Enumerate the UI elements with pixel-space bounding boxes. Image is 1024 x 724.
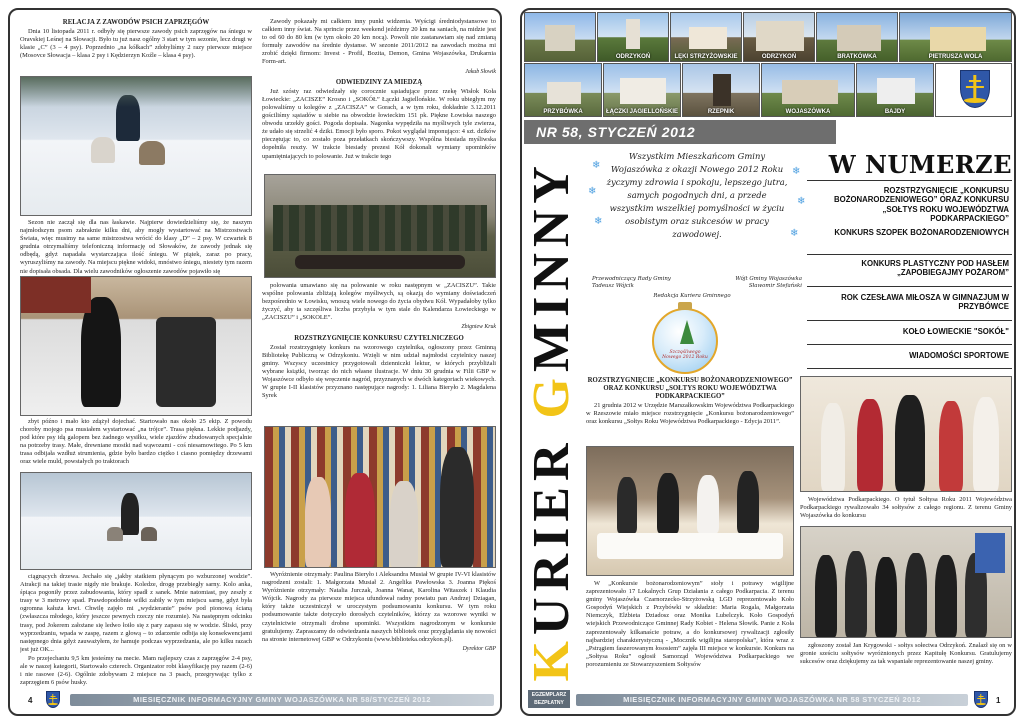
article-text: Dnia 10 listopada 2011 r. odbyły się pierwsze zawody psich zaprzęgów na śniegu w Oravskiej Leśnej na Słowacji. Było tu już nasz ogólny 3 start w tym sezonie, lecz drugi w klasie „C” (3 – 4 psy). Poprzednio „na kółkach” zdobyliśmy 2 razy pierwsze miejsce (Mosovce Słowacja – klasa 2 psy i Kędzierzyn Koźle – klasa 4 psy). <box>20 28 252 60</box>
left-column-2 <box>262 18 496 170</box>
article-text: Wyróżnienie otrzymały: Paulina Bieryło i Aleksandra Musiał W grupie IV-VI klasistów nagrodzeni zostali: 1. Małgorzata Musiał 2. Angelika Pawłowska 3. Joanna Piękoś Wyróżnienie otrzymały: Natalia Jurczak, Joanna Wanat, Karolina Witaszek i Klaudia Wójcik. Nagrody za pierwsze miejsca ufundował radny powiatu pan Andrzej Dziagan, który także uczestniczył w uroczystym podsumowaniu konkursu. W tym roku podsumowanie także dotyczyło dorosłych czytelników, którzy za wzorowe wyniki w czytelnictwie otrzymali drobne upominki. Wszystkim nagrodzonym w konkursie gratulujemy. Zapraszamy do odwiedzania naszych bibliotek oraz przyglądania się nowości na stronie internetowej GBP w Odrzykoniu (www.biblioteka.odrzykon.pl). <box>262 571 496 643</box>
village-photo-9: WOJASZÓWKA <box>761 63 855 117</box>
free-copy-badge: EGZEMPLARZ BEZPŁATNY <box>528 690 570 708</box>
article-text: ciągnących drzewa. Jechało się „jakby statkiem płynącym po wzburzonej wodzie”. Atrakcji na takiej trasie nigdy nie brakuje. Koledze, drogę przebiegły sarny. Kolo anka, śpiąca pogoniły przez zabudowania, który spadł z sanek. Mnie natomiast, psy zeszły z trasy w 3 metrowy spad. Prawdopodobnie wilki zabiły w tym miejscu sarnę, gdyż była ogromna kałuża krwi. Chwilę zajęło mi „wydzieranie” psów pod pionową ścianą (zwłaszcza młodego, który jeszcze pewnych rzeczy nie rozumie). Na następnym odcinku trasy, pod Jokerem założane się ledwo łoiło się z pary zapasu się w wodzie. Śliski, przy wyprzedzaniu, wpada w zaspę, razem z głową – to zdarzenie odbija się konsekwencjami następnego dnia gdyż zauważyłem, że hamuje podczas wyprzedzania, ale po kilku razach jest już OK... <box>20 573 252 653</box>
article-heading-dogsled: RELACJA Z ZAWODÓW PSICH ZAPRZĘGÓW <box>62 19 210 26</box>
village-photo-6: PRZYBÓWKA <box>524 63 602 117</box>
toc-title: W NUMERZE <box>828 150 1012 179</box>
article-text: W „Konkursie bożonarodzeniowym” stoły i potrawy wigilijne zaprezentowało 17 Lokalnych Grup Działania z całego Podkarpacia. Z terenu gminy Wojaszówka Czarnorzecko-Strzyżowską LGD reprezentowało Koło Gospodyń Wiejskich z Przybówki w składzie: Maria Rogala, Małgorzata Niemczyk, Elżbieta Dziadosz oraz Monika Lubelczyk. Koło Gospodyń wiejskich Przewodniczące Gminnej Rady Kobiet - Helena Słowik. Panie z Koła zaprezentowały kilkanaście potraw, a do konkursowej rywalizacji zgłosiły najbardziej charakterystyczną - „Mocznik wigilijna staropolska”, która wraz z „Pstrągiem faszerowanym łososiem” zajęła III miejsce w konkursie. Konkurs na „Sołtysa Roku” ogłosił Samorząd Województwa Podkarpackiego we porozumieniu ze Stowarzyszeniem Sołtysów <box>586 580 794 668</box>
article-text: polowania umawiano się na polowanie w roku następnym w „ZACISZU”. Takie wspólne polowania zbliżają kolegów myśliwych, są okazją do wymiany doświadczeń bezpośrednio w Łowisku, wnoszą wiele nowego do życia obydwu Kół. Wypadałoby tylko życzyć, aby ta szczęśliwa liczba przybyła w tym stale do Kalendarza Łowieckiego w „ZACISZU” i „SOKOLE”. <box>262 282 496 322</box>
article-text: Po przejechaniu 9,5 km jesteśmy na mecie. Mam najlepszy czas z zaprzęgów 2-4 psy, ale w naszej kategorii, Startowało czterech. Organizator robi klasyfikację psy razem (2-6) i nie rasowe (2-6). Ogólnie zdobywam 2 miejsce na 3 psach, przegrywając tylko z zaprzęgiem 6 psów husky. <box>20 654 252 687</box>
issue-number: NR 58, STYCZEŃ 2012 <box>536 124 696 140</box>
photo-library-children <box>264 426 496 568</box>
article-text: Został rozstrzygnięty konkurs na wzorowego czytelnika, ogłoszony przez Gminną Bibliotekę Publiczną w Odrzykoniu. Wzięli w nim udział najmłodsi czytelnicy naszej gminy. Wszyscy uczestnicy przygotowali dzienniczki lektur, w których przybliżali wybrane książki, tworząc do nich własne ilustracje. W dniu 30 grudnia w Filii GBP w Wojaszówce odbyło się wręczenie nagród, przyznanych w dwóch kategoriach wiekowych. W grupie I-II klasistów przyznano następujące nagrody: 1. Liliana Bieryło 2. Magdalena Syrek <box>262 343 496 400</box>
photo-dogsled-3 <box>20 472 252 570</box>
article-text: Sezon nie zaczął się dla nas łaskawie. Najpierw dowiedzieliśmy się, że naszym najmłodszym psom zabraknie kilku dni, aby mogły wystartować na Mistrzostwach Świata, więc musimy na same mistrzostwa wrócić do klasy „D” – 2 psy. W czwartek 8 grudnia otrzymaliśmy telefoniczną informację od Słowaków, że zawody jednak się odbędą, gdyż napadała wystarczająca ilość śniegu. W piątek, zaraz po pracy, wyruszyliśmy na zawody. Na miejscu piękne widoki, mnóstwo śniegu, niestety tym razem nie dopisała obsada. Dla wielu zawodników ogłoszenie zawodów pojawiło się <box>20 219 252 275</box>
editorial-signature: Redakcja Kuriera Gminnego <box>653 293 731 299</box>
toc-item-6[interactable]: WIADOMOŚCI SPORTOWE <box>909 351 1009 360</box>
divider <box>807 320 1012 321</box>
photo-women-folk <box>800 376 1012 492</box>
footer-text: MIESIĘCZNIK INFORMACYJNY GMINY WOJASZÓWKA NR 58 STYCZEŃ 2012 <box>623 695 921 704</box>
snowflake-icon: ❄ <box>797 196 806 207</box>
author-signature: Dyrektor GBP <box>462 645 496 652</box>
left-column-1 <box>20 16 252 84</box>
photo-hunters-group <box>264 174 496 278</box>
village-photo-3: ODRZYKOŃ <box>743 12 815 62</box>
snowflake-icon: ❄ <box>588 186 597 197</box>
left-column-1c <box>20 418 252 474</box>
left-page <box>8 8 502 716</box>
signer-2: Wójt Gminy Wojaszówka Sławomir Stefański <box>735 276 802 289</box>
article-heading-reading-contest: ROZSTRZYGNIĘCIE KONKURSU CZYTELNICZEGO <box>294 334 464 342</box>
article-column-1 <box>586 374 794 444</box>
toc-item-5[interactable]: KOŁO ŁOWIECKIE "SOKÓŁ" <box>902 327 1009 336</box>
new-year-wishes: Wszystkim Mieszkańcom Gminy Wojaszówka z okazji Nowego 2012 Roku życzymy zdrowia i spokoju, lepszego jutra, samych pogodnych dni, a przede wszystkim wszelkiej pomyślności w życiu osobistym oraz sukcesów w pracy zawodowej. <box>606 151 788 239</box>
coat-of-arms-icon <box>974 691 988 708</box>
divider <box>807 344 1012 345</box>
divider <box>807 368 1012 369</box>
divider <box>807 180 1012 181</box>
toc-item-2[interactable]: KONKURS SZOPEK BOŻONARODZENIOWYCH <box>834 228 1009 237</box>
crest-box <box>935 63 1012 117</box>
article-text: Już szósty raz odwiedzały się corocznie sąsiadujące przez rzekę Wisłok Koła Łowieckie: „ZACISZE” Krosno i „SOKÓŁ” Łączki Jagiellońskie. W roku ubiegłym my polowaliśmy u kolegów z „ZACISZA” w Gorach, a w tym roku, dokładnie 3.12.2011 gościliśmy sąsiadów u siebie na obwodzie łowieckim 151 pk. Piękne Łowiska naszego obwodu urzekły gości. Pogoda dopisała. Nagonka wypędziła na myśliwych tyle zwierza, że udało się strzelić 4 dziki. Emocji było sporo. Pokot wyglądał imponująco: 4 szt. dzików pieczętując to, co zostało poza przełatkach skończywszy. Wspólna biesiada myśliwska dopełniła reszty. W trakcie biesiady prezesi Kół dokonali wymiany upominków upamiętniających to polowanie. Już w trakcie tego <box>262 87 496 160</box>
left-column-1b <box>20 219 252 275</box>
toc-item-3[interactable]: KONKURS PLASTYCZNY POD HASŁEM „ZAPOBIEGAJMY POŻAROM” <box>861 259 1009 278</box>
snowflake-icon: ❄ <box>594 216 603 227</box>
ornament-cap-icon <box>678 302 692 310</box>
article-text: 21 grudnia 2012 w Urzędzie Marszałkowskim Województwa Podkarpackiego w Rzeszowie miało miejsce rozstrzygnięcie „Konkursu bożonarodzeniowego” oraz konkursu „Sołtys Roku Województwa Podkarpackiego - Edycja 2011”. <box>586 402 794 426</box>
article-text: zbyt późno i mało kto zdążył dojechać. Startowało nas około 25 ekip. Z powodu choroby mojego psa musiałem wystartować „na trójce”. Trasa piękna. Lekkie podjazdy, pod które psy idą galopem bez żadnego wysiłku, wiele zjazdów zbudowanych specjalnie na potrzeby trasy. Małe, drewniane mostki nad wąwozami - coś niesamowitego. Po 5 km trasa odbijała wzdłuż strumienia, gdzie było bardzo ciężko i ciasno pomiędzy drzewami oraz wiele muld, powstałych po traktorach <box>20 418 252 466</box>
article-column-2 <box>800 496 1012 524</box>
masthead-title: KURIER GMINNY <box>523 160 580 682</box>
village-photo-2: LĘKI STRZYŻOWSKIE <box>670 12 742 62</box>
snowflake-icon: ❄ <box>792 166 801 177</box>
footer-bar <box>70 694 494 706</box>
left-column-2b <box>262 282 496 422</box>
page-number: 1 <box>996 696 1001 705</box>
article-text: zgłoszony został Jan Krygowski - sołtys sołectwa Odrzykoń. Znalazł się on w gronie sześciu sołtysów wyróżnionych przez Kapitułę Konkursu. Gratulujemy sukcesów oraz dziękujemy za tak wspaniałe reprezentowanie naszej gminy. <box>800 642 1012 666</box>
article-column-1b <box>586 580 794 690</box>
right-page <box>520 8 1016 716</box>
article-text: Zawody pokazały mi całkiem inny punkt widzenia. Wyścigi średniodystansowe to całkiem inny świat. Na sprincie przez weekend jeździmy 20 km na saniach, na midzie jest to od 60 do 80 km (w tym około 20 km nocą). Powoli nie zastanawiam się nad zmianą formuły zawodów na średnie dystanse. W sezonie 2011/2012 na zawodach można mi zrobić dzięki firmom: Invest - Profil, Bozita, Demon, Gmina Wojaszówka, Drukarnia Form-art. <box>262 18 496 66</box>
village-photo-10: BAJDY <box>856 63 934 117</box>
article-heading-hunting: ODWIEDZINY ZA MIEDZĄ <box>335 78 423 86</box>
divider <box>807 286 1012 287</box>
article-text: Województwa Podkarpackiego. O tytuł Sołtysa Roku 2011 Województwa Podkarpackiego rywalizowało 34 sołtysów z całego regionu. Z terenu Gminy Wojaszówka do konkursu <box>800 496 1012 520</box>
author-signature: Zbigniew Kruk <box>461 324 496 331</box>
photo-dogsled-2 <box>20 276 252 416</box>
village-photo-7: ŁĄCZKI JAGIELLOŃSKIE <box>603 63 681 117</box>
toc-item-4[interactable]: ROK CZESŁAWA MIŁOSZA W GIMNAZJUM W PRZYBÓWCE <box>841 293 1009 312</box>
masthead <box>522 150 582 690</box>
snowflake-icon: ❄ <box>592 160 601 171</box>
footer-text: MIESIĘCZNIK INFORMACYJNY GMINY WOJASZÓWKA NR 58/STYCZEŃ 2012 <box>133 695 431 704</box>
village-photo-4: BRATKÓWKA <box>816 12 898 62</box>
divider <box>807 254 1012 255</box>
village-photo-odrzykon <box>524 12 596 62</box>
left-column-1d <box>20 573 252 687</box>
article-column-2b <box>800 642 1012 692</box>
coat-of-arms-icon <box>960 70 990 108</box>
village-photo-8: RZEPNIK <box>682 63 760 117</box>
village-photo-5: PIETRUSZA WOLA <box>899 12 1012 62</box>
photo-christmas-table <box>586 446 794 576</box>
author-signature: Jakub Słowik <box>465 68 496 75</box>
photo-soltys-group <box>800 526 1012 638</box>
toc-item-1[interactable]: ROZSTRZYGNIĘCIE „KONKURSU BOŻONARODZENIOWEGO” ORAZ KONKURSU „SOŁTYS ROKU WOJEWÓDZTWA PODKARPACKIEGO” <box>834 186 1009 224</box>
signer-1: Przewodniczący Rady Gminy Tadeusz Wójcik <box>592 276 671 289</box>
photo-dogsled-1 <box>20 76 252 216</box>
ornament-text: Szczęśliwego Nowego 2012 Roku <box>662 350 708 361</box>
page-number: 4 <box>28 696 33 705</box>
village-photo-1: ODRZYKOŃ <box>597 12 669 62</box>
snowflake-icon: ❄ <box>790 228 799 239</box>
christmas-ornament-icon <box>652 308 718 374</box>
footer-bar <box>576 694 968 706</box>
issue-banner <box>524 120 836 144</box>
article-heading: ROZSTRZYGNIĘCIE „KONKURSU BOŻONARODZENIOWEGO” ORAZ KONKURSU „SOŁTYS ROKU WOJEWÓDZTWA PODKARPACKIEGO” <box>587 377 793 401</box>
left-column-2c <box>262 571 496 689</box>
coat-of-arms-icon <box>46 691 60 708</box>
